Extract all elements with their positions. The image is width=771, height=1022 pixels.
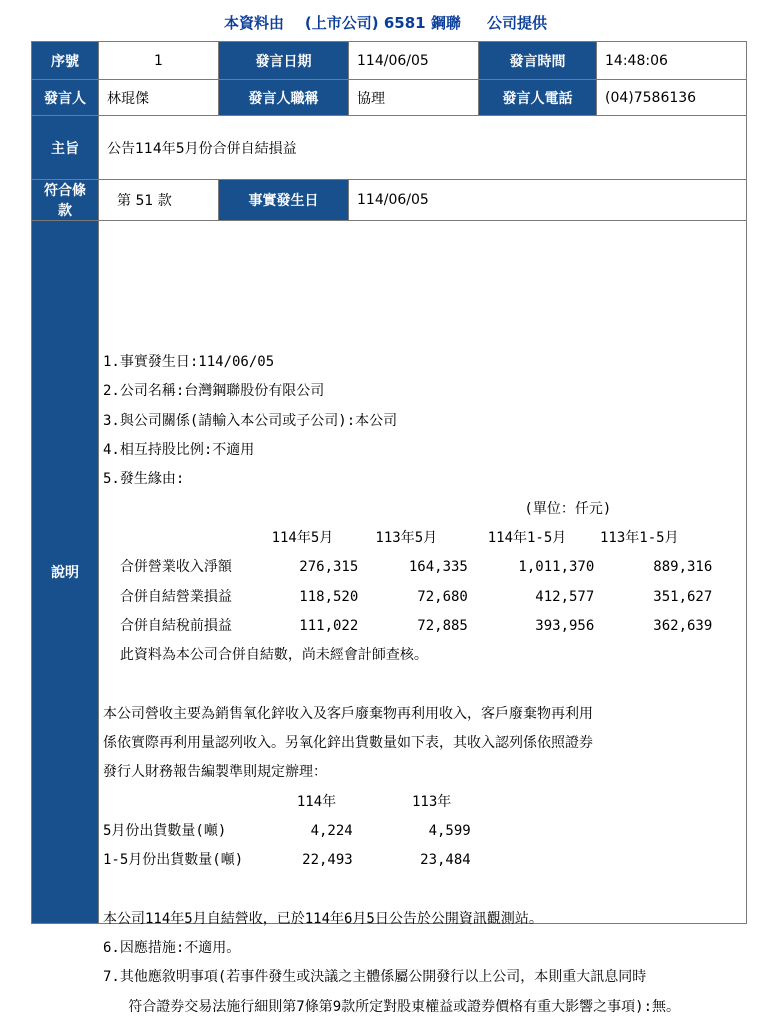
phone-label: 發言人電話 (479, 80, 597, 116)
description-line: 5月份出貨數量(噸) 4,224 4,599 (103, 822, 471, 839)
description-line: 4.相互持股比例:不適用 (103, 442, 255, 459)
seq-value: 1 (99, 42, 219, 80)
description-line: 合併自結稅前損益 111,022 72,885 393,956 362,639 (103, 617, 713, 634)
description-line: 7.其他應敘明事項(若事件發生或決議之主體係屬公開發行以上公司，本則重大訊息同時 (103, 969, 647, 986)
time-value: 14:48:06 (597, 42, 747, 80)
date-label: 發言日期 (219, 42, 349, 80)
row-subject (32, 116, 747, 180)
description-line: 係依實際再利用量認列收入。另氧化鋅出貨數量如下表，其收入認列係依照證券 (103, 735, 593, 752)
description-line: 本公司營收主要為銷售氧化鋅收入及客戶廢棄物再利用收入，客戶廢棄物再利用 (103, 705, 593, 722)
row-seq (32, 42, 747, 80)
description-line: 合併營業收入淨額 276,315 164,335 1,011,370 889,316 (103, 559, 713, 576)
description-line: 此資料為本公司合併自結數，尚未經會計師查核。 (103, 647, 428, 664)
description-line: 6.因應措施:不適用。 (103, 940, 241, 957)
description-line: 1.事實發生日:114/06/05 (103, 354, 275, 371)
description-lines (103, 348, 746, 1015)
announcement-table (31, 41, 747, 1015)
description-body (99, 221, 747, 1015)
subject-value: 公告114年5月份合併自結損益 (99, 116, 747, 180)
description-line: 114年 113年 (103, 793, 452, 810)
description-line: 合併自結營業損益 118,520 72,680 412,577 351,627 (103, 588, 713, 605)
description-line: (單位：仟元) (103, 500, 612, 517)
speaker-value: 林琨傑 (99, 80, 219, 116)
description-line: 符合證券交易法施行細則第7條第9款所定對股東權益或證券價格有重大影響之事項):無。 (103, 998, 680, 1015)
description-label: 說明 (32, 221, 99, 924)
seq-label: 序號 (32, 42, 99, 80)
row-speaker (32, 80, 747, 116)
event-date-value: 114/06/05 (349, 180, 747, 221)
source-company: (上市公司) 6581 鋼聯 (304, 14, 461, 32)
description-line: 1-5月份出貨數量(噸) 22,493 23,484 (103, 852, 471, 869)
source-suffix: 公司提供 (486, 14, 547, 32)
source-line (0, 12, 771, 33)
speaker-title-label: 發言人職稱 (219, 80, 349, 116)
description-line (103, 670, 746, 699)
speaker-label: 發言人 (32, 80, 99, 116)
description-line: 3.與公司關係(請輸入本公司或子公司):本公司 (103, 412, 398, 429)
speaker-title-value: 協理 (349, 80, 479, 116)
source-prefix: 本資料由 (224, 14, 285, 32)
description-line: 114年5月 113年5月 114年1-5月 113年1-5月 (103, 529, 679, 546)
description-line (103, 876, 746, 905)
row-clause (32, 180, 747, 221)
event-date-label: 事實發生日 (219, 180, 349, 221)
description-line: 2.公司名稱:台灣鋼聯股份有限公司 (103, 383, 325, 400)
time-label: 發言時間 (479, 42, 597, 80)
subject-label: 主旨 (32, 116, 99, 180)
description-line: 5.發生緣由: (103, 471, 185, 488)
clause-value: 第 51 款 (99, 180, 219, 221)
description-line: 本公司114年5月自結營收，已於114年6月5日公告於公開資訊觀測站。 (103, 910, 543, 927)
date-value: 114/06/05 (349, 42, 479, 80)
description-line: 發行人財務報告編製準則規定辦理： (103, 764, 327, 781)
phone-value: (04)7586136 (597, 80, 747, 116)
row-description (32, 221, 747, 924)
clause-label: 符合條款 (32, 180, 99, 221)
